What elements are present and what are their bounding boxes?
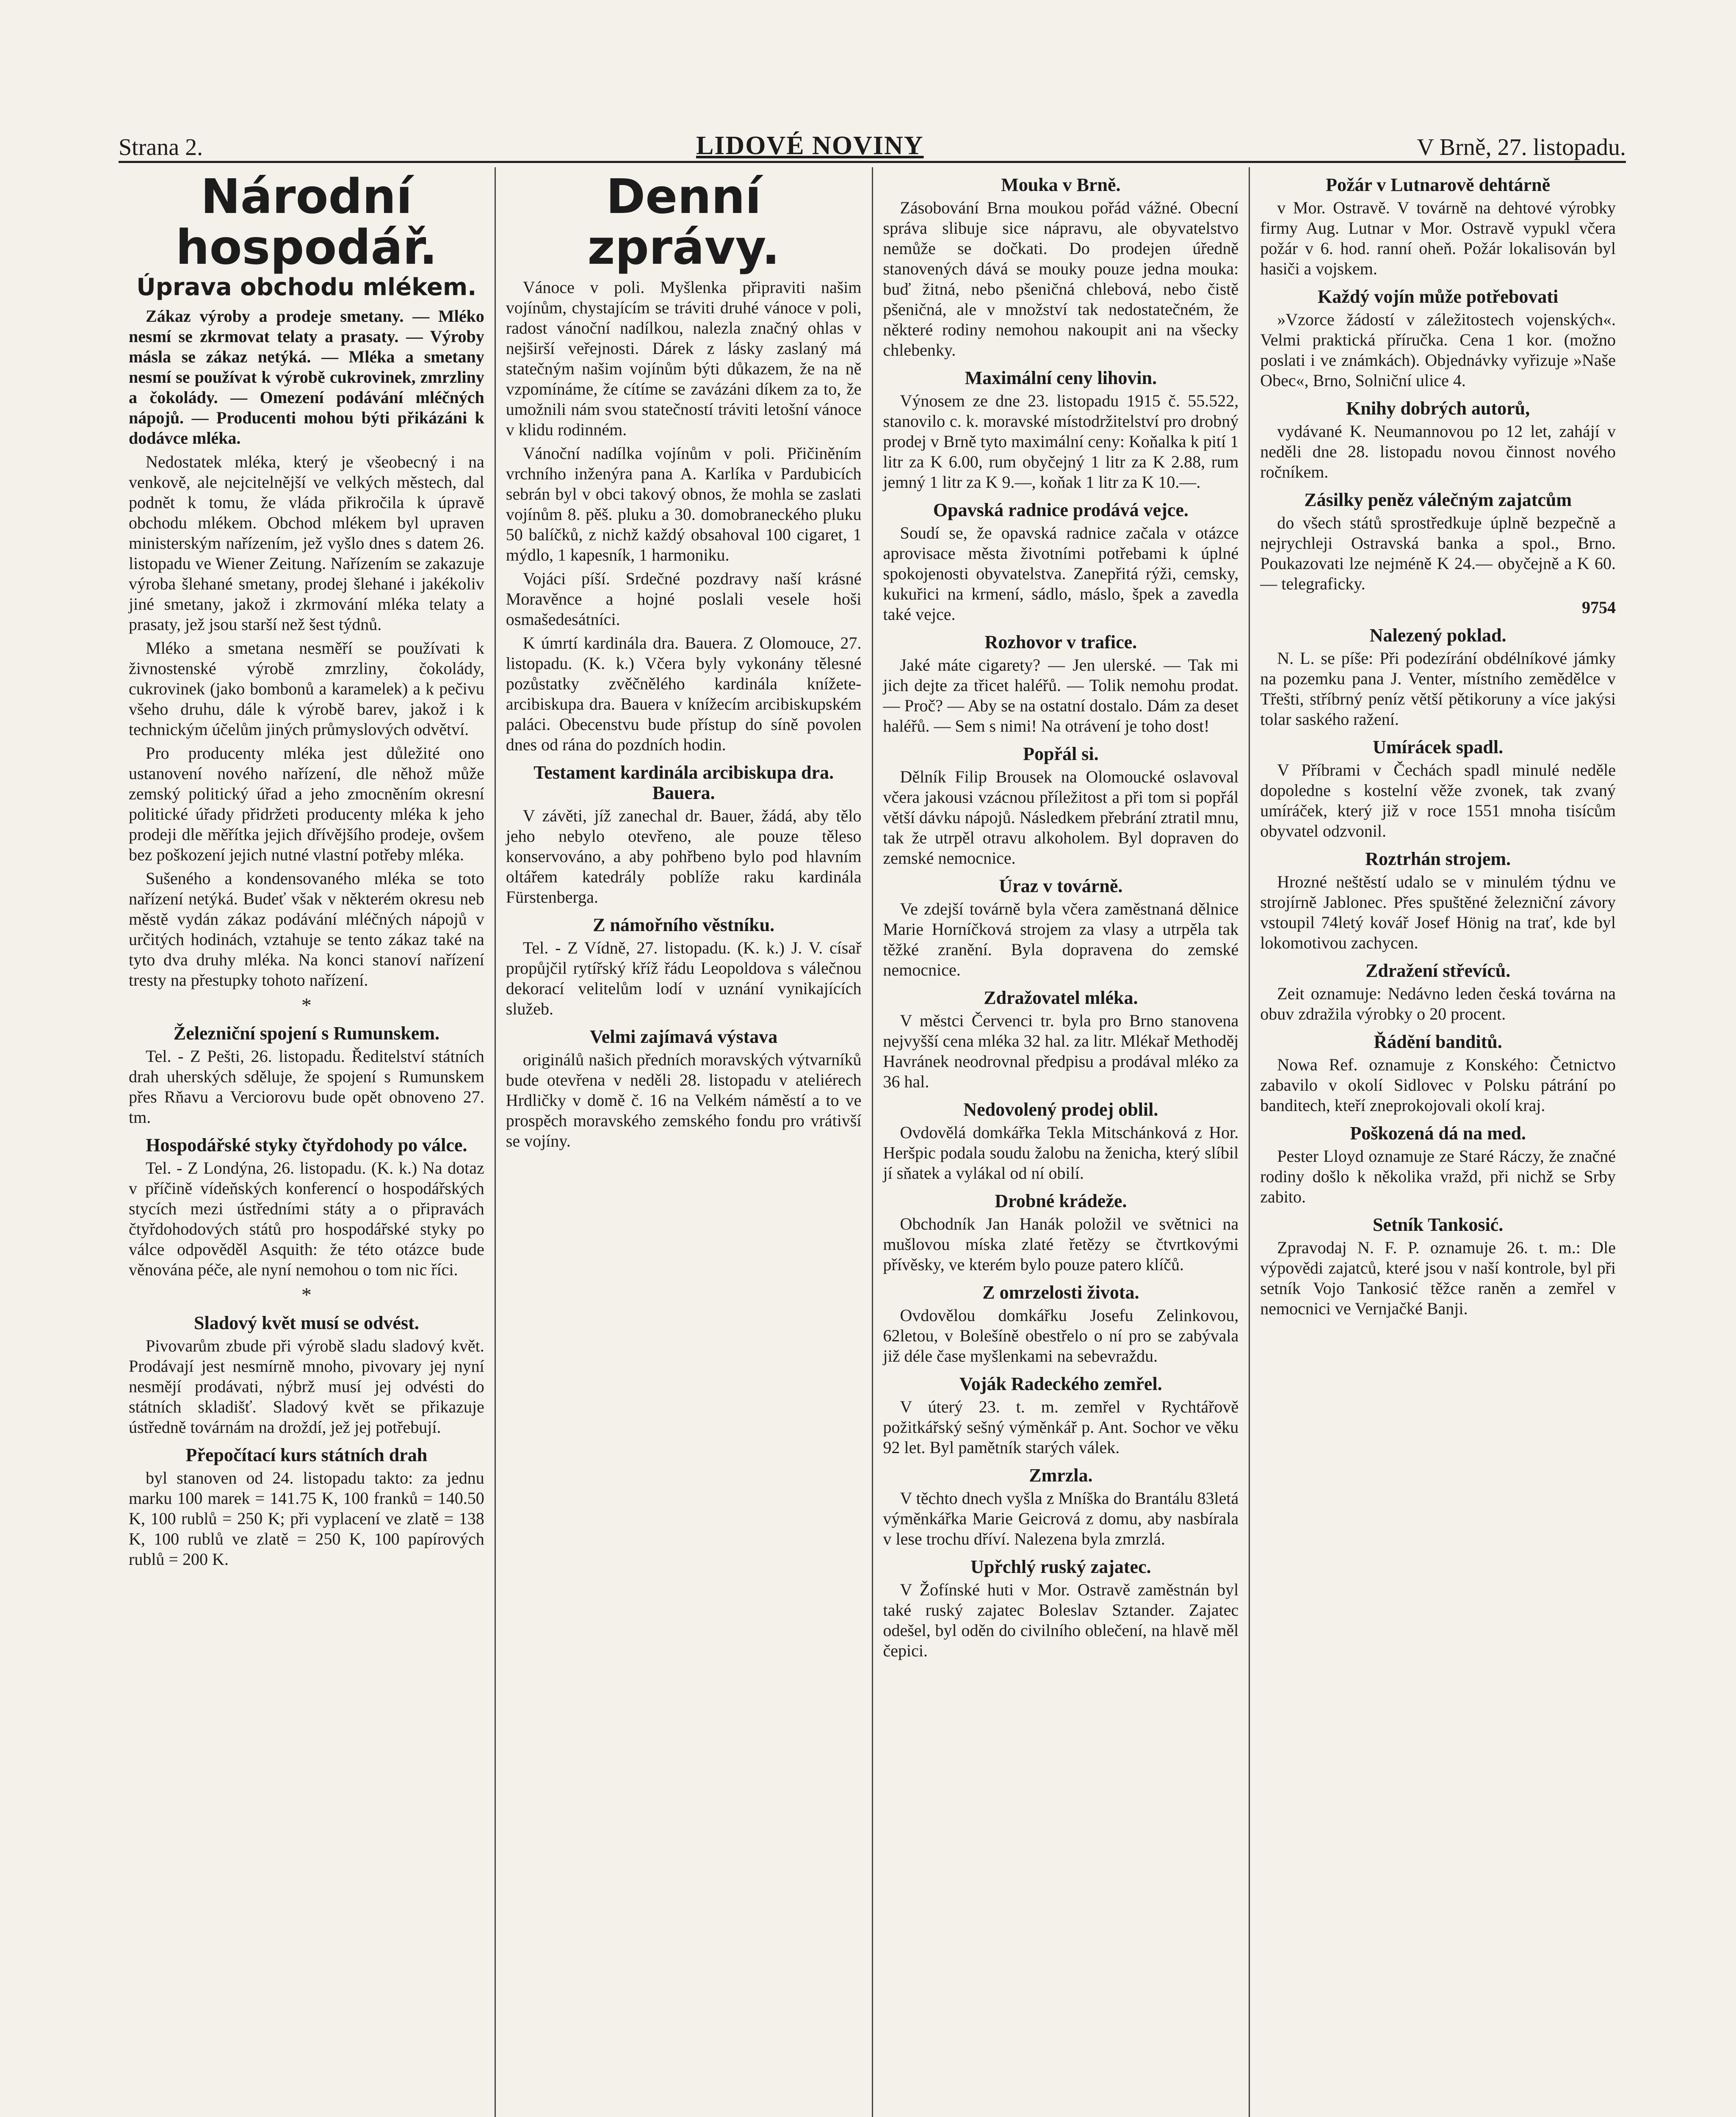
item-head: Knihy dobrých autorů,: [1346, 398, 1530, 419]
item-head: Poškozená dá na med.: [1350, 1123, 1526, 1144]
dateline: V Brně, 27. listopadu.: [1417, 134, 1626, 160]
item-text: v Mor. Ostravě. V továrně na dehtové výrobky firmy Aug. Lutnar v Mor. Ostravě vypukl včera požár v 6. hod. ranní oheň. Požár lokalisován byl hasiči a vojskem.: [1260, 198, 1616, 278]
item-text: Ovdovělá domkářka Tekla Mitschánková z Hor. Heršpic podala soudu žalobu na ženicha, který slíbil jí sňatek a vylákal od ní obilí.: [883, 1123, 1239, 1183]
item-text: V Žofínské huti v Mor. Ostravě zaměstnán byl také ruský zajatec Boleslav Sztander. Zajatec odešel, byl oděn do civilního oblečení, na hlavě měl čepici.: [883, 1580, 1239, 1660]
item-head: Roztrhán strojem.: [1365, 848, 1511, 869]
item-text: V Příbrami v Čechách spadl minulé neděle dopoledne s kostelní věže zvonek, tak zvaný umíráček, který již v roce 1551 mnoha tisícům obyvatel odzvonil.: [1260, 760, 1616, 840]
item-text: Pivovarům zbude při výrobě sladu sladový květ. Prodávají jest nesmírně mnoho, pivovary jej nyní nesmějí prodávati, nýbrž musí jej odvésti do státních skladišť. Sladový květ se přikazuje ústředně továrnám na droždí, jež jej potřebují.: [129, 1336, 484, 1437]
item-text: Obchodník Jan Hanák položil ve světnici na mušlovou míska zlaté řetězy se čtvrtkovými přívěsky, ve kterém bylo pouze patero klíčů.: [883, 1214, 1239, 1274]
item-text: N. L. se píše: Při podezírání obdélníkové jámky na pozemku pana J. Venter, místního zemědělce v Třešti, stříbrný peníz větší pětikoruny a více jakýsi tolar saského ražení.: [1260, 649, 1616, 729]
section-subtitle: Úprava obchodu mlékem.: [136, 274, 477, 301]
item-text: vydávané K. Neumannovou po 12 let, zahájí v neděli dne 28. listopadu novou činnost nového ročníkem.: [1260, 422, 1616, 481]
item-head: Zdražení střevíců.: [1366, 960, 1511, 981]
item-head: Železniční spojení s Rumunskem.: [173, 1023, 440, 1044]
item-text: V úterý 23. t. m. zemřel v Rychtářově požitkářský sešný výměnkář p. Ant. Sochor ve věku 92 let. Byl pamětník starých válek.: [883, 1397, 1239, 1457]
paragraph: K úmrtí kardinála dra. Bauera. Z Olomouce, 27. listopadu. (K. k.) Včera byly vykonány tělesné pozůstatky zvěčnělého kardinála knížete-arcibiskupa dra. Bauera v knížecím arcibiskupském paláci. Obecenstvu bude přístup do síně povolen dnes od rána do pozdních hodin.: [506, 633, 862, 754]
masthead[interactable]: LIDOVÉ NOVINY: [696, 131, 924, 160]
section-title-economy: Národní hospodář.: [175, 169, 437, 275]
item-text: V městci Červenci tr. byla pro Brno stanovena nejvyšší cena mléka 32 hal. za litr. Mlékař Methoděj Havránek neodrovnal předpisu a prodával mléko za 36 hal.: [883, 1011, 1239, 1091]
item-head: Testament kardinála arcibiskupa dra. Bauera.: [534, 762, 834, 803]
paragraph: Nedostatek mléka, který je všeobecný i na venkově, ale nejcitelnější ve velkých městech, dal podnět k tomu, že vláda přikročila k úpravě obchodu mlékem. Obchod mlékem byl upraven ministerským nařízením, jež vyšlo dnes s datem 26. listopadu ve Wiener Zeitung. Nařízením se zakazuje výroba šlehané smetany, prodej šlehané i jakékoliv jiné smetany, jakož i zkrmování mléka telaty a prasaty, jež jsou starší než šest týdnů.: [129, 452, 484, 634]
item-text: Tel. - Z Londýna, 26. listopadu. (K. k.) Na dotaz v příčině vídeňských konferencí o hospodářských stycích mezi ústředními státy a o připravách čtyřdohodových států pro hospodářské styky po válce odpověděl Asquith: že této otázce bude věnována péče, ale nyní nemohou o tom nic říci.: [129, 1158, 484, 1279]
item-text: Nowa Ref. oznamuje z Konského: Četnictvo zabavilo v okolí Sidlovec v Polsku pátrání po banditech, kteří zneprokojovali okolí kraj.: [1260, 1055, 1616, 1115]
item-head: Zásilky peněz válečným zajatcům: [1304, 489, 1572, 510]
item-text: V závěti, jíž zanechal dr. Bauer, žádá, aby tělo jeho nebylo otevřeno, ale pouze těleso konservováno, a aby pohřbeno bylo pod hlavním oltářem katedrály poblíže raku kardinála Fürstenberga.: [506, 806, 862, 906]
item-text: Hrozné neštěstí udalo se v minulém týdnu ve strojírně Jablonec. Přes spuštěné železniční závory vstoupil 74letý kovář Josef Hönig na trať, kde byl lokomotivou zachycen.: [1260, 872, 1616, 952]
separator-star: *: [301, 1284, 312, 1306]
item-head: Voják Radeckého zemřel.: [959, 1374, 1162, 1394]
item-text: Ve zdejší továrně byla včera zaměstnaná dělnice Marie Horníčková strojem za vlasy a utrpěla tak těžké zranění. Byla dopravena do zemské nemocnice.: [883, 899, 1239, 979]
section-title-news: Denní zprávy.: [587, 169, 780, 275]
item-head: Sladový květ musí se odvést.: [194, 1313, 419, 1333]
column-local-news: [873, 167, 1250, 2117]
item-head: Nalezený poklad.: [1369, 625, 1507, 646]
item-text: Pester Lloyd oznamuje ze Staré Ráczy, že značné rodiny došlo k několika vražd, při nichž se Srby zabito.: [1260, 1147, 1616, 1206]
item-text: Zpravodaj N. F. P. oznamuje 26. t. m.: Dle výpovědi zajatců, které jsou v naší kontrole, byl při setník Vojo Tankosić těžce raněn a zemřel v nemocnici ve Vernjačké Banji.: [1260, 1238, 1616, 1318]
item-text: Výnosem ze dne 23. listopadu 1915 č. 55.522, stanovilo c. k. moravské místodržitelství pro drobný prodej v Brně tyto maximální ceny: Koňalka k pití 1 litr za K 6.00, rum obyčejný 1 litr za K 2.88, rum jemný 1 litr za K 9.—, koňak 1 litr za K 10.—.: [883, 391, 1239, 492]
item-head: Opavská radnice prodává vejce.: [933, 500, 1189, 520]
item-text: Dělník Filip Brousek na Olomoucké oslavoval včera jakousi vzácnou příležitost a při tom si popřál větší dávku nápojů. Následkem přebrání ztratil mnu, tak že utrpěl otravu alkoholem. Byl dopraven do zemské nemocnice.: [883, 767, 1239, 868]
item-head: Umírácek spadl.: [1373, 737, 1504, 757]
item-text: V těchto dnech vyšla z Mníška do Brantálu 83letá výměnkářka Marie Geicrová z domu, aby nasbírala v lese trochu dříví. Nalezena byla zmrzlá.: [883, 1489, 1239, 1548]
item-text: Tel. - Z Pešti, 26. listopadu. Ředitelství státních drah uherských sděluje, že spojení s Rumunskem přes Rňavu a Verciorovu bude opět obnoveno 27. tm.: [129, 1047, 484, 1127]
paragraph: Sušeného a kondensovaného mléka se toto nařízení netýká. Budeť však v některém okresu neb městě vydán zákaz podávání mléčných nápojů v určitých hodinách, vztahuje se tento zákaz také na tyto dva druhy mléka. Na konci stanoví nařízení tresty na přestupky tohoto nařízení.: [129, 869, 484, 989]
item-text: originálů našich předních moravských výtvarníků bude otevřena v neděli 28. listopadu v ateliérech Hrdličky v domě č. 16 na Velkém náměstí a to ve prospěch moravského zemského fondu pro vrátivší se vojíny.: [506, 1050, 862, 1150]
separator-star: *: [301, 994, 312, 1017]
item-text: Ovdovělou domkářku Josefu Zelinkovou, 62letou, v Bolešíně obestřelo o ní pro se zabývala již déle čase myšlenkami na sebevraždu.: [883, 1306, 1239, 1365]
item-text: do všech států sprostředkuje úplně bezpečně a nejrychleji Ostravská banka a spol., Brno. Poukazovati lze nejméně K 24.— obyčejně a K 60.— telegraficky.: [1260, 513, 1616, 593]
item-head: Setník Tankosić.: [1373, 1214, 1504, 1235]
item-head: Drobné krádeže.: [995, 1191, 1127, 1211]
column-economy: [119, 167, 496, 2117]
paragraph: Vojáci píší. Srdečné pozdravy naší krásné Moravěnce a hojné poslali vesele hoši osmašedesátníci.: [506, 569, 862, 629]
item-head: Z omrzelosti života.: [982, 1282, 1139, 1303]
item-text: byl stanoven od 24. listopadu takto: za jednu marku 100 marek = 141.75 K, 100 franků = 140.50 K, 100 rublů = 250 K; při vyplacení ve zlatě = 138 K, 100 rublů ve zlatě = 250 K, 100 papírových rublů = 200 K.: [129, 1468, 484, 1569]
item-head: Každý vojín může potřebovati: [1317, 286, 1559, 307]
item-head: Řádění banditů.: [1374, 1031, 1502, 1052]
page-number: Strana 2.: [119, 134, 203, 160]
page-header: [119, 127, 1626, 163]
item-head: Popřál si.: [1023, 743, 1099, 764]
paragraph: Mléko a smetana nesměří se používati k živnostenské výrobě zmrzliny, čokolády, cukrovinek (jako bombonů a karamelek) a k pečivu všeho druhu, dále k výrobě barev, jakož i k technickým účelům jiných průmyslových odvětví.: [129, 638, 484, 739]
item-head: Z námořního věstníku.: [593, 915, 775, 935]
item-head: Zdražovatel mléka.: [984, 987, 1138, 1008]
lead-paragraph: Zákaz výroby a prodeje smetany. — Mléko nesmí se zkrmovat telaty a prasaty. — Výroby másla se zákaz netýká. — Mléka a smetany nesmí se používat k výrobě cukrovinek, zmrzliny a čokolády. — Omezení podávání mléčných nápojů. — Producenti mohou býti přikázáni k dodávce mléka.: [129, 307, 484, 448]
item-head: Velmi zajímavá výstava: [590, 1026, 778, 1047]
paragraph: Vánoční nadílka vojínům v poli. Přičiněním vrchního inženýra pana A. Karlíka v Pardubicích sebrán byl v obci takový obnos, že mohla se zaslati vojínům 8. pěš. pluku a 30. domobraneckého pluku 50 balíčků, z nichž každý obsahoval 100 cigaret, 1 mýdlo, 1 kapesník, 1 harmoniku.: [506, 444, 862, 564]
item-head: Rozhovor v trafice.: [984, 632, 1137, 652]
item-text: Jaké máte cigarety? — Jen ulerské. — Tak mi jich dejte za třicet haléřů. — Tolik nemohu prodat. — Proč? — Aby se na ostatní dostalo. Dám za deset haléřů. — Sem s nimi! Na otrávení je toho dost!: [883, 655, 1239, 735]
item-head: Úraz v továrně.: [999, 876, 1123, 896]
column-misc-news: [1250, 167, 1626, 2117]
item-head: Upřchlý ruský zajatec.: [970, 1556, 1151, 1577]
item-text: Soudí se, že opavská radnice začala v otázce aprovisace města životními potřebami k úplné spokojenosti obyvatelstva. Zanepřitá rýži, cemsky, kukuřici na krmení, sádlo, máslo, špek a zavedla také vejce.: [883, 523, 1239, 624]
item-text: Tel. - Z Vídně, 27. listopadu. (K. k.) J. V. císař propůjčil rytířský kříž řádu Leopoldova s válečnou dekorací velitelům lodí v uznání vynikajících služeb.: [506, 938, 862, 1018]
item-text: Zeit oznamuje: Nedávno leden česká továrna na obuv zdražila výrobky o 20 procent.: [1260, 984, 1616, 1023]
paragraph: Vánoce v poli. Myšlenka připraviti našim vojínům, chystajícím se tráviti druhé vánoce v poli, radost vánoční nadílkou, nalezla značný ohlas v nejširší veřejnosti. Dárek z lásky zaslaný má statečným našim vojínům býti důkazem, že na ně vzpomínáme, že cítíme se zavázáni díkem za to, že umožnili nám svou statečností tráviti letošní vánoce v klidu rodinném.: [506, 278, 862, 439]
item-head: Hospodářské styky čtyřdohody po válce.: [146, 1135, 467, 1155]
item-head: Přepočítací kurs státních drah: [185, 1445, 428, 1465]
item-head: Požár v Lutnarově dehtárně: [1326, 174, 1551, 195]
item-head: Nedovolený prodej oblil.: [963, 1099, 1158, 1120]
item-text: »Vzorce žádostí v záležitostech vojenských«. Velmi praktická příručka. Cena 1 kor. (možno poslati i ve známkách). Objednávky vyřizuje »Naše Obec«, Brno, Solniční ulice 4.: [1260, 310, 1616, 390]
article-columns: [119, 167, 1626, 2117]
item-text: Zásobování Brna moukou pořád vážné. Obecní správa slibuje sice nápravu, ale obyvatelstvo nemůže se dočkati. Do prodejen úředně stanovených dává se mouky pouze jedna mouka: buď žitná, nebo pšeničná chlebová, nebo čistě pšeničná, ale v množství tak nedostatečném, že některé rodiny nemohou nakoupit ani na všecky chlebenky.: [883, 198, 1239, 359]
paragraph: Pro producenty mléka jest důležité ono ustanovení nového nařízení, dle něhož může zemský politický úřad a jeho zmocněním okresní politické úřady přidržeti producenty mléka k jeho prodeji dle měřítka jejich dřívějšího prodeje, ovšem bez poškození jejich nutné vlastní potřeby mléka.: [129, 743, 484, 864]
item-head: Zmrzla.: [1029, 1465, 1093, 1486]
column-daily-news: [496, 167, 873, 2117]
signature-number: 9754: [1582, 598, 1616, 617]
item-head: Mouka v Brně.: [1001, 174, 1121, 195]
item-head: Maximální ceny lihovin.: [965, 368, 1157, 388]
